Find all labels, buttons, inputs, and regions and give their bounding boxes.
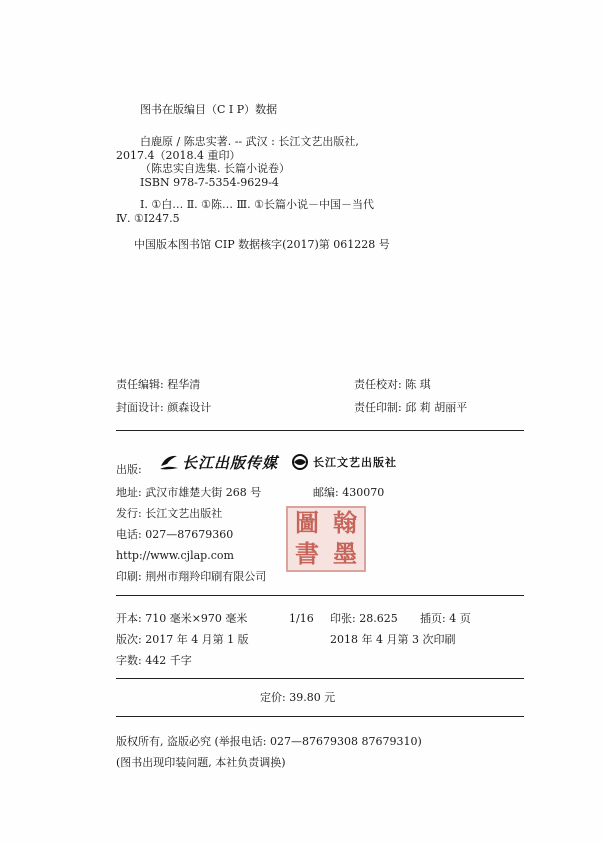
staff-editor: 责任编辑: 程华清 — [116, 378, 201, 391]
staff-proofreader: 责任校对: 陈 琪 — [354, 378, 431, 391]
house-name: 长江文艺出版社 — [313, 456, 398, 469]
spec-sheets: 印张: 28.625 — [330, 612, 398, 625]
seal-char: 墨 — [333, 539, 357, 568]
collector-seal-stamp — [286, 506, 366, 572]
spec-format: 开本: 710 毫米×970 毫米 — [116, 612, 248, 625]
spec-edition: 版次: 2017 年 4 月第 1 版 — [116, 633, 249, 646]
publisher-printer: 印刷: 荆州市翔羚印刷有限公司 — [116, 570, 267, 583]
cip-line-title: 白鹿原 / 陈忠实著. -- 武汉 : 长江文艺出版社, — [140, 135, 359, 148]
spec-word-count: 字数: 442 千字 — [116, 654, 192, 667]
quality-notice: (图书出现印装问题, 本社负责调换) — [116, 756, 286, 769]
seal-char: 翰 — [333, 508, 357, 537]
publisher-postcode: 邮编: 430070 — [313, 486, 385, 499]
publisher-label: 出版: — [116, 463, 142, 476]
divider — [116, 716, 524, 717]
publisher-address: 地址: 武汉市雄楚大街 268 号 — [116, 486, 262, 499]
spec-fraction: 1/16 — [289, 612, 314, 625]
changjiang-group-logo-icon — [158, 451, 180, 473]
publisher-website[interactable]: http://www.cjlap.com — [116, 549, 234, 562]
staff-printing-supervisor: 责任印制: 邱 莉 胡丽平 — [354, 401, 468, 414]
cip-core-data: 中国版本图书馆 CIP 数据核字(2017)第 061228 号 — [134, 238, 390, 251]
cip-header: 图书在版编目（C I P）数据 — [140, 103, 278, 116]
price: 定价: 39.80 元 — [260, 691, 336, 704]
cip-classification-code: Ⅳ. ①I247.5 — [116, 212, 180, 225]
spec-printing: 2018 年 4 月第 3 次印刷 — [330, 633, 456, 646]
literature-house-logo-icon — [290, 451, 310, 473]
seal-char: 書 — [295, 539, 319, 568]
publisher-phone: 电话: 027—87679360 — [116, 528, 234, 541]
cip-isbn: ISBN 978-7-5354-9629-4 — [140, 176, 279, 189]
divider — [116, 430, 524, 431]
divider — [116, 595, 524, 596]
publisher-logos — [158, 450, 397, 474]
staff-cover-design: 封面设计: 颜森设计 — [116, 401, 212, 414]
group-name: 长江出版传媒 — [182, 453, 279, 472]
spec-inserts: 插页: 4 页 — [420, 612, 471, 625]
divider — [116, 678, 524, 679]
publisher-distributor: 发行: 长江文艺出版社 — [116, 507, 223, 520]
cip-line-date: 2017.4（2018.4 重印） — [116, 149, 241, 162]
seal-char: 圖 — [295, 508, 319, 537]
copyright-notice: 版权所有, 盗版必究 (举报电话: 027—87679308 87679310) — [116, 735, 422, 748]
cip-classification: Ⅰ. ①白… Ⅱ. ①陈… Ⅲ. ①长篇小说－中国－当代 — [140, 198, 374, 211]
cip-line-series: （陈忠实自选集. 长篇小说卷） — [140, 162, 290, 175]
